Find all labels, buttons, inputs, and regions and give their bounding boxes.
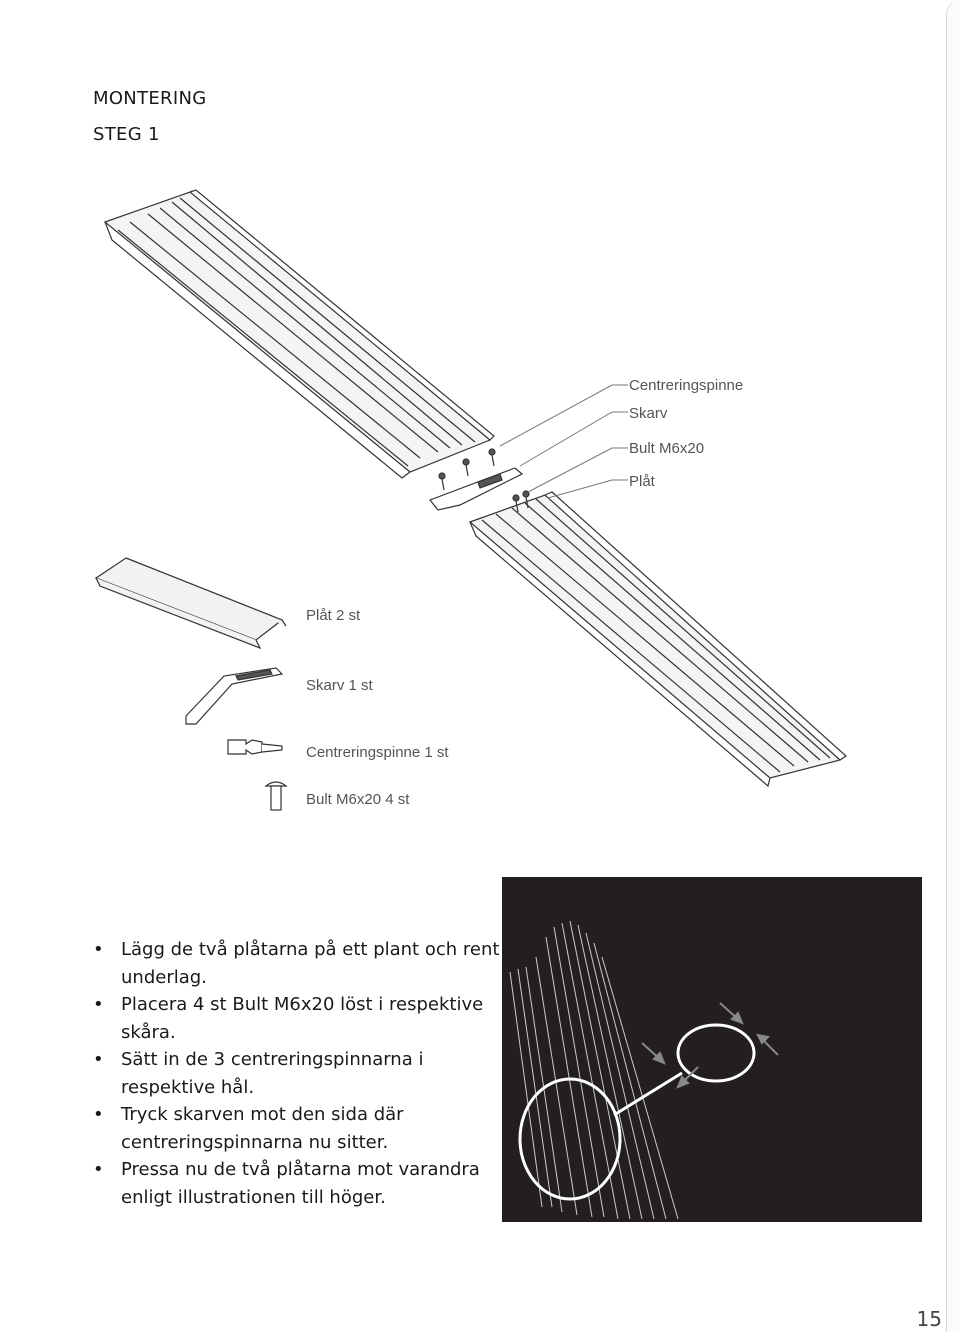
label-centering-pin: Centreringspinne: [629, 377, 744, 394]
label-joint: Skarv: [629, 405, 668, 422]
label-bolt: Bult M6x20: [629, 440, 705, 457]
parts-label-plate: Plåt 2 st: [306, 607, 361, 624]
label-plate: Plåt: [629, 473, 655, 490]
parts-label-joint: Skarv 1 st: [306, 677, 373, 694]
instruction-item: • Pressa nu de två plåtarna mot varandra enligt illustrationen till höger.: [93, 1156, 503, 1211]
plate-icon: [96, 558, 286, 648]
instruction-item: • Sätt in de 3 centreringspinnarna i respektive hål.: [93, 1046, 503, 1101]
leader-lines: [500, 385, 628, 498]
lower-plate-drawing: [470, 492, 846, 786]
instruction-item: • Placera 4 st Bult M6x20 löst i respektive skåra.: [93, 991, 503, 1046]
centering-pin-icon: [228, 740, 282, 754]
parts-label-centering-pin: Centreringspinne 1 st: [306, 744, 449, 761]
instruction-item: • Tryck skarven mot den sida där centreringspinnarna nu sitter.: [93, 1101, 503, 1156]
step-title: STEG 1: [93, 124, 160, 145]
section-title: MONTERING: [93, 88, 207, 109]
joint-icon: [186, 668, 282, 724]
assembly-photo: [502, 877, 922, 1222]
parts-label-bolt: Bult M6x20 4 st: [306, 791, 410, 808]
bolt-icon: [266, 782, 286, 810]
assembly-photo-illustration: [502, 877, 922, 1222]
page-number: 15: [916, 1307, 942, 1331]
upper-plate-drawing: [105, 190, 494, 478]
instruction-list: [93, 936, 503, 1211]
instruction-item: • Lägg de två plåtarna på ett plant och rent underlag.: [93, 936, 503, 991]
